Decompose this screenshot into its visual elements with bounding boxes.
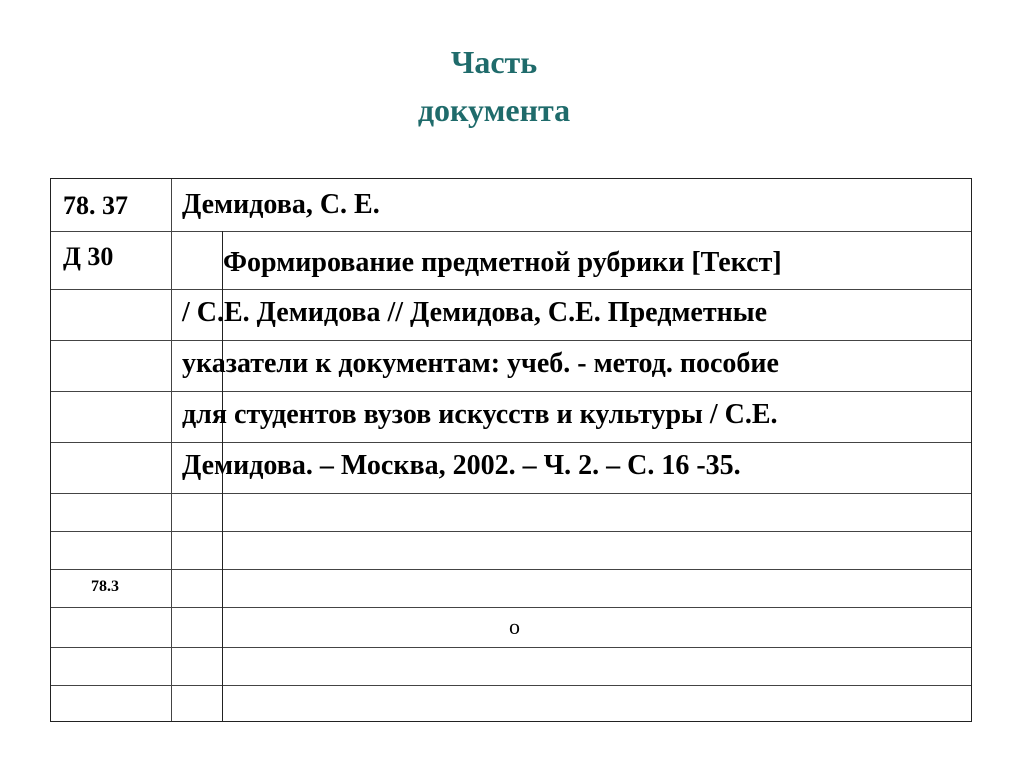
description-line-5: Демидова. – Москва, 2002. – Ч. 2. – С. 16 -35. xyxy=(182,450,741,481)
description-line-4: для студентов вузов искусств и культуры / С.Е. xyxy=(182,399,778,430)
author-sign: Д 30 xyxy=(63,242,114,271)
author-heading: Демидова, С. Е. xyxy=(182,189,380,220)
card-rule xyxy=(51,231,971,232)
classification-index: 78.3 xyxy=(91,578,119,595)
card-rule xyxy=(51,647,971,648)
card-rule xyxy=(51,391,971,392)
description-line-3: указатели к документам: учеб. - метод. пособие xyxy=(182,348,779,379)
shelf-index: 78. 37 xyxy=(63,191,128,220)
title-line-1: Часть xyxy=(450,44,538,80)
card-rule xyxy=(51,569,971,570)
card-mark: о xyxy=(509,614,520,639)
card-rule xyxy=(51,442,971,443)
description-line-2: / С.Е. Демидова // Демидова, С.Е. Предметные xyxy=(182,297,768,328)
card-rule xyxy=(51,607,971,608)
card-rule xyxy=(51,289,971,290)
card-column-rule xyxy=(171,179,172,721)
card-rule xyxy=(51,340,971,341)
card-rule xyxy=(51,685,971,686)
card-rule xyxy=(51,531,971,532)
card-rule xyxy=(51,493,971,494)
catalog-card xyxy=(50,178,972,722)
title-line-2: документа xyxy=(417,92,571,128)
description-line-1: Формирование предметной рубрики [Текст] xyxy=(223,247,782,278)
